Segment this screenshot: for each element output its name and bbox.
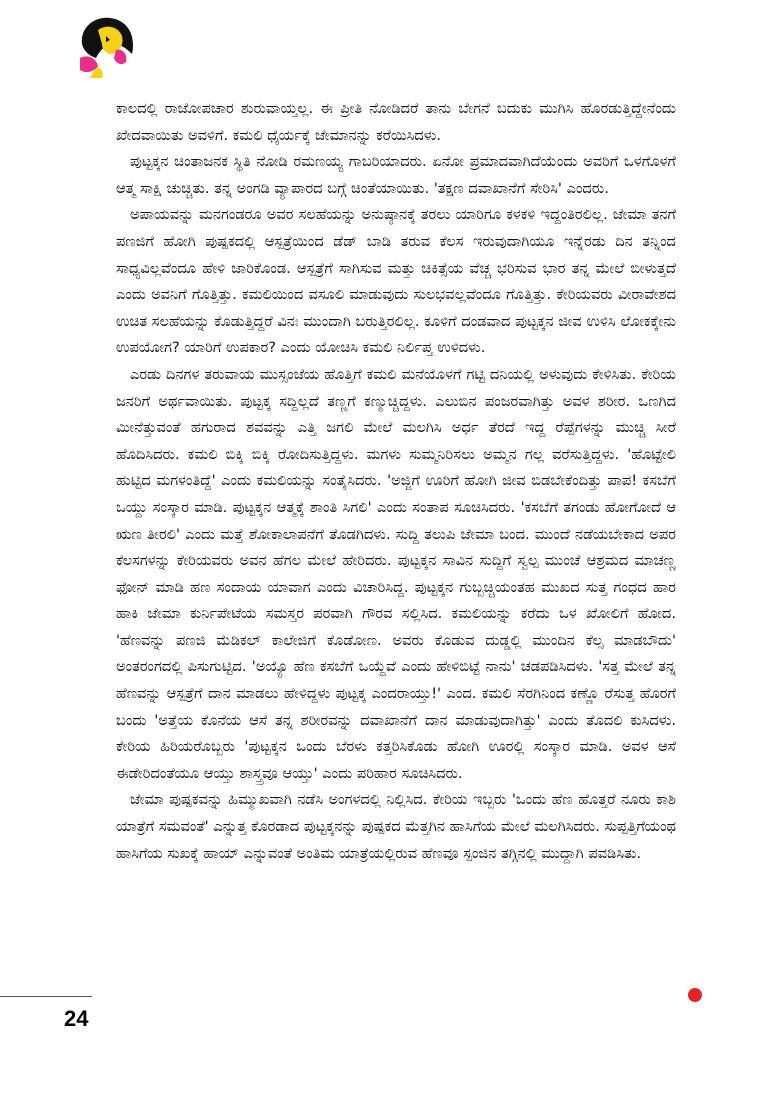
article-body: [116, 96, 676, 867]
paragraph: ಅಪಾಯವನ್ನು ಮನಗಂಡರೂ ಅವರ ಸಲಹೆಯನ್ನು ಅನುಷ್ಠಾನಕ್ಕೆ ತರಲು ಯಾರಿಗೂ ಕಳಕಳಿ ಇದ್ದಂತಿರಲಿಲ್ಲ. ಜೇಮಾ ತನಗೆ ಪಣಜಿಗೆ ಹೋಗಿ ಪುಷ್ಪಕದಲ್ಲಿ ಆಸ್ಪತ್ರೆಯಿಂದ ಡೆಡ್ ಬಾಡಿ ತರುವ ಕೆಲಸ ಇರುವುದಾಗಿಯೂ ಇನ್ನೆರಡು ದಿನ ತನ್ನಿಂದ ಸಾಧ್ಯವಿಲ್ಲವೆಂದೂ ಹೇಳಿ ಜಾರಿಕೊಂಡ. ಆಸ್ಪತ್ರೆಗೆ ಸಾಗಿಸುವ ಮತ್ತು ಚಿಕಿತ್ಸೆಯ ವೆಚ್ಚ ಭರಿಸುವ ಭಾರ ತನ್ನ ಮೇಲೆ ಬೀಳುತ್ತದೆ ಎಂದು ಅವನಿಗೆ ಗೊತ್ತಿತ್ತು. ಕಮಲಿಯಿಂದ ವಸೂಲಿ ಮಾಡುವುದು ಸುಲಭವಲ್ಲವೆಂದೂ ಗೊತ್ತಿತ್ತು. ಕೇರಿಯವರು ವೀರಾವೇಶದ ಉಚಿತ ಸಲಹೆಯನ್ನು ಕೊಡುತ್ತಿದ್ದರೆ ವಿನಃ ಮುಂದಾಗಿ ಬರುತ್ತಿರಲಿಲ್ಲ. ಕೂಳಿಗೆ ದಂಡವಾದ ಪುಟ್ಟಕ್ಕನ ಜೀವ ಉಳಿಸಿ ಲೋಕಕ್ಕೇನು ಉಪಯೋಗ? ಯಾರಿಗೆ ಉಪಕಾರ? ಎಂದು ಯೋಚಿಸಿ ಕಮಲಿ ನಿರ್ಲಿಪ್ತ ಉಳಿದಳು.: [116, 206, 676, 357]
paragraph: ಜೇಮಾ ಪುಷ್ಪಕವನ್ನು ಹಿಮ್ಮುಖವಾಗಿ ನಡೆಸಿ ಅಂಗಳದಲ್ಲಿ ನಿಲ್ಲಿಸಿದ. ಕೇರಿಯ ಇಬ್ಬರು 'ಒಂದು ಹೆಣ ಹೊತ್ತರೆ ನೂರು ಕಾಶಿ ಯಾತ್ರೆಗೆ ಸಮವಂತೆ' ಎನ್ನುತ್ತ ಕೊರಡಾದ ಪುಟ್ಟಕ್ಕನನ್ನು ಪುಷ್ಪಕದ ಮೆತ್ತಗಿನ ಹಾಸಿಗೆಯ ಮೇಲೆ ಮಲಗಿಸಿದರು. ಸುಪ್ಪತ್ತಿಗೆಯಂಥ ಹಾಸಿಗೆಯ ಸುಖಕ್ಕೆ ಹಾಯ್ ಎನ್ನುವಂತೆ ಅಂತಿಮ ಯಾತ್ರೆಯಲ್ಲಿರುವ ಹೆಣವೂ ಸ್ಪಂಜಿನ ತಗ್ಗಿನಲ್ಲಿ ಮುದ್ದಾಗಿ ಪವಡಿಸಿತು.: [116, 791, 676, 862]
footer-rule: [0, 996, 92, 997]
woman-profile-icon: [76, 14, 138, 78]
end-mark-dot: [688, 988, 702, 1002]
paragraph: ಎರಡು ದಿನಗಳ ತರುವಾಯ ಮುಸ್ಸಂಜೆಯ ಹೊತ್ತಿಗೆ ಕಮಲಿ ಮನೆಯೊಳಗೆ ಗಟ್ಟಿ ದನಿಯಲ್ಲಿ ಅಳುವುದು ಕೇಳಿಸಿತು. ಕೇರಿಯ ಜನರಿಗೆ ಅರ್ಥವಾಯಿತು. ಪುಟ್ಟಕ್ಕ ಸದ್ದಿಲ್ಲದೆ ತಣ್ಣಗೆ ಕಣ್ಮುಚ್ಚಿದ್ದಳು. ಎಲುಬಿನ ಪಂಜರವಾಗಿತ್ತು ಅವಳ ಶರೀರ. ಒಣಗಿದ ಮೀನೆತ್ತುವಂತೆ ಹಗುರಾದ ಶವವನ್ನು ಎತ್ತಿ ಜಗಲಿ ಮೇಲೆ ಮಲಗಿಸಿ ಅರ್ಧ ತೆರದೆ ಇದ್ದ ರೆಪ್ಪೆಗಳನ್ನು ಮುಚ್ಚಿ ಸೀರೆ ಹೊದಿಸಿದರು. ಕಮಲಿ ಬಿಕ್ಕಿ ಬಿಕ್ಕಿ ರೋದಿಸುತ್ತಿದ್ದಳು. ಮಗಳು ಸುಮ್ಮನಿರಿಸಲು ಅಮ್ಮನ ಗಲ್ಲ ವರೆಸುತ್ತಿದ್ದಳು. 'ಹೊಟ್ಟೇಲಿ ಹುಟ್ಟಿದ ಮಗಳಂತಿದ್ದೆ' ಎಂದು ಕಮಲಿಯನ್ನು ಸಂತೈಸಿದರು. 'ಅಜ್ಜಿಗೆ ಊರಿಗೆ ಹೋಗಿ ಜೀವ ಬಿಡಬೇಕೆಂದಿತ್ತು ಪಾಪ! ಕಸಬೆಗೆ ಒಯ್ದು ಸಂಸ್ಕಾರ ಮಾಡಿ. ಪುಟ್ಟಕ್ಕನ ಆತ್ಮಕ್ಕೆ ಶಾಂತಿ ಸಿಗಲಿ' ಎಂದು ಸಂತಾಪ ಸೂಚಿಸಿದರು. 'ಕಸಬೆಗೆ ತಗಂಡು ಹೋಗೋದೆ ಆ ಋಣ ತೀರಲಿ' ಎಂದು ಮತ್ತೆ ಶೋಕಾಲಾಪನೆಗೆ ತೊಡಗಿದಳು. ಸುದ್ದಿ ತಲುಪಿ ಜೇಮಾ ಬಂದ. ಮುಂದೆ ನಡೆಯಬೇಕಾದ ಅಪರ ಕೆಲಸಗಳನ್ನು ಕೇರಿಯವರು ಅವನ ಹೆಗಲ ಮೇಲೆ ಹೇರಿದರು. ಪುಟ್ಟಕ್ಕನ ಸಾವಿನ ಸುದ್ದಿಗೆ ಸ್ವಲ್ಪ ಮುಂಚೆ ಆಶ್ರಮದ ಮಾಚಣ್ಣ ಫೋನ್ ಮಾಡಿ ಹಣ ಸಂದಾಯ ಯಾವಾಗ ಎಂದು ವಿಚಾರಿಸಿದ್ದ. ಪುಟ್ಟಕ್ಕನ ಗುಬ್ಬಚ್ಚಿಯಂತಹ ಮುಖದ ಸುತ್ತ ಗಂಧದ ಹಾರ ಹಾಕಿ ಜೇಮಾ ಕುರ್ನಿಪೇಟೆಯ ಸಮಸ್ತರ ಪರವಾಗಿ ಗೌರವ ಸಲ್ಲಿಸಿದ. ಕಮಲಿಯನ್ನು ಕರೆದು ಒಳ ಖೋಲಿಗೆ ಹೋದ. 'ಹೆಣವನ್ನು ಪಣಜಿ ಮೆಡಿಕಲ್ ಕಾಲೇಜಿಗೆ ಕೊಡೋಣ. ಅವರು ಕೊಡುವ ದುಡ್ಡಲ್ಲಿ ಮುಂದಿನ ಕೆಲ್ಸ ಮಾಡಬೌದು' ಅಂತರಂಗದಲ್ಲಿ ಪಿಸುಗುಟ್ಟಿದ. 'ಅಯ್ಯೊ ಹೆಣ ಕಸಬೆಗೆ ಒಯ್ದೆವೆ ಎಂದು ಹೇಳಿಬಿಟ್ಟೆ ನಾನು' ಚಡಪಡಿಸಿದಳು. 'ಸತ್ತ ಮೇಲೆ ತನ್ನ ಹೆಣವನ್ನು ಆಸ್ಪತ್ರೆಗೆ ದಾನ ಮಾಡಲು ಹೇಳಿದ್ದಳು ಪುಟ್ಟಕ್ಕ ಎಂದರಾಯ್ತು!' ಎಂದ. ಕಮಲಿ ಸೆರಗಿನಿಂದ ಕಣ್ಣೊ ರೆಸುತ್ತ ಹೊರಗೆ ಬಂದು 'ಅತ್ತೆಯ ಕೊನೆಯ ಆಸೆ ತನ್ನ ಶರೀರವನ್ನು ದವಾಖಾನೆಗೆ ದಾನ ಮಾಡುವುದಾಗಿತ್ತು' ಎಂದು ತೊದಲಿ ಕುಸಿದಳು. ಕೇರಿಯ ಹಿರಿಯರೊಬ್ಬರು 'ಪುಟ್ಟಕ್ಕನ ಒಂದು ಬೆರಳು ಕತ್ತರಿಸಿಕೊಡು ಹೋಗಿ ಊರಲ್ಲಿ ಸಂಸ್ಕಾರ ಮಾಡಿ. ಅವಳ ಆಸೆ ಈಡೇರಿದಂತೆಯೂ ಆಯ್ತು ಶಾಸ್ತ್ರವೂ ಆಯ್ತು' ಎಂದು ಪರಿಹಾರ ಸೂಚಿಸಿದರು.: [116, 365, 676, 782]
page-number: 24: [64, 1006, 89, 1031]
paragraph: ಕಾಲದಲ್ಲಿ ರಾಜೋಪಚಾರ ಶುರುವಾಯ್ತಲ್ಲ. ಈ ಪ್ರೀತಿ ನೋಡಿದರೆ ತಾನು ಬೇಗನೆ ಬದುಕು ಮುಗಿಸಿ ಹೊರಡುತ್ತಿದ್ದೇನೆಂದು ಖೇದವಾಯಿತು ಅವಳಿಗೆ. ಕಮಲಿ ಧೈರ್ಯಕ್ಕೆ ಜೇಮಾನನ್ನು ಕರೆಯಿಸಿದಳು.: [116, 100, 676, 144]
paragraph: ಪುಟ್ಟಕ್ಕನ ಚಿಂತಾಜನಕ ಸ್ಥಿತಿ ನೋಡಿ ರಮಣಯ್ಯ ಗಾಬರಿಯಾದರು. ಏನೋ ಪ್ರಮಾದವಾಗಿದೆಯೆಂದು ಅವರಿಗೆ ಒಳಗೊಳಗೆ ಆತ್ಮ ಸಾಕ್ಷಿ ಚುಚ್ಚಿತು. ತನ್ನ ಅಂಗಡಿ ವ್ಯಾಪಾರದ ಬಗ್ಗೆ ಚಿಂತೆಯಾಯಿತು. 'ತಕ್ಷಣ ದವಾಖಾನೆಗೆ ಸೇರಿಸಿ' ಎಂದರು.: [116, 153, 676, 197]
